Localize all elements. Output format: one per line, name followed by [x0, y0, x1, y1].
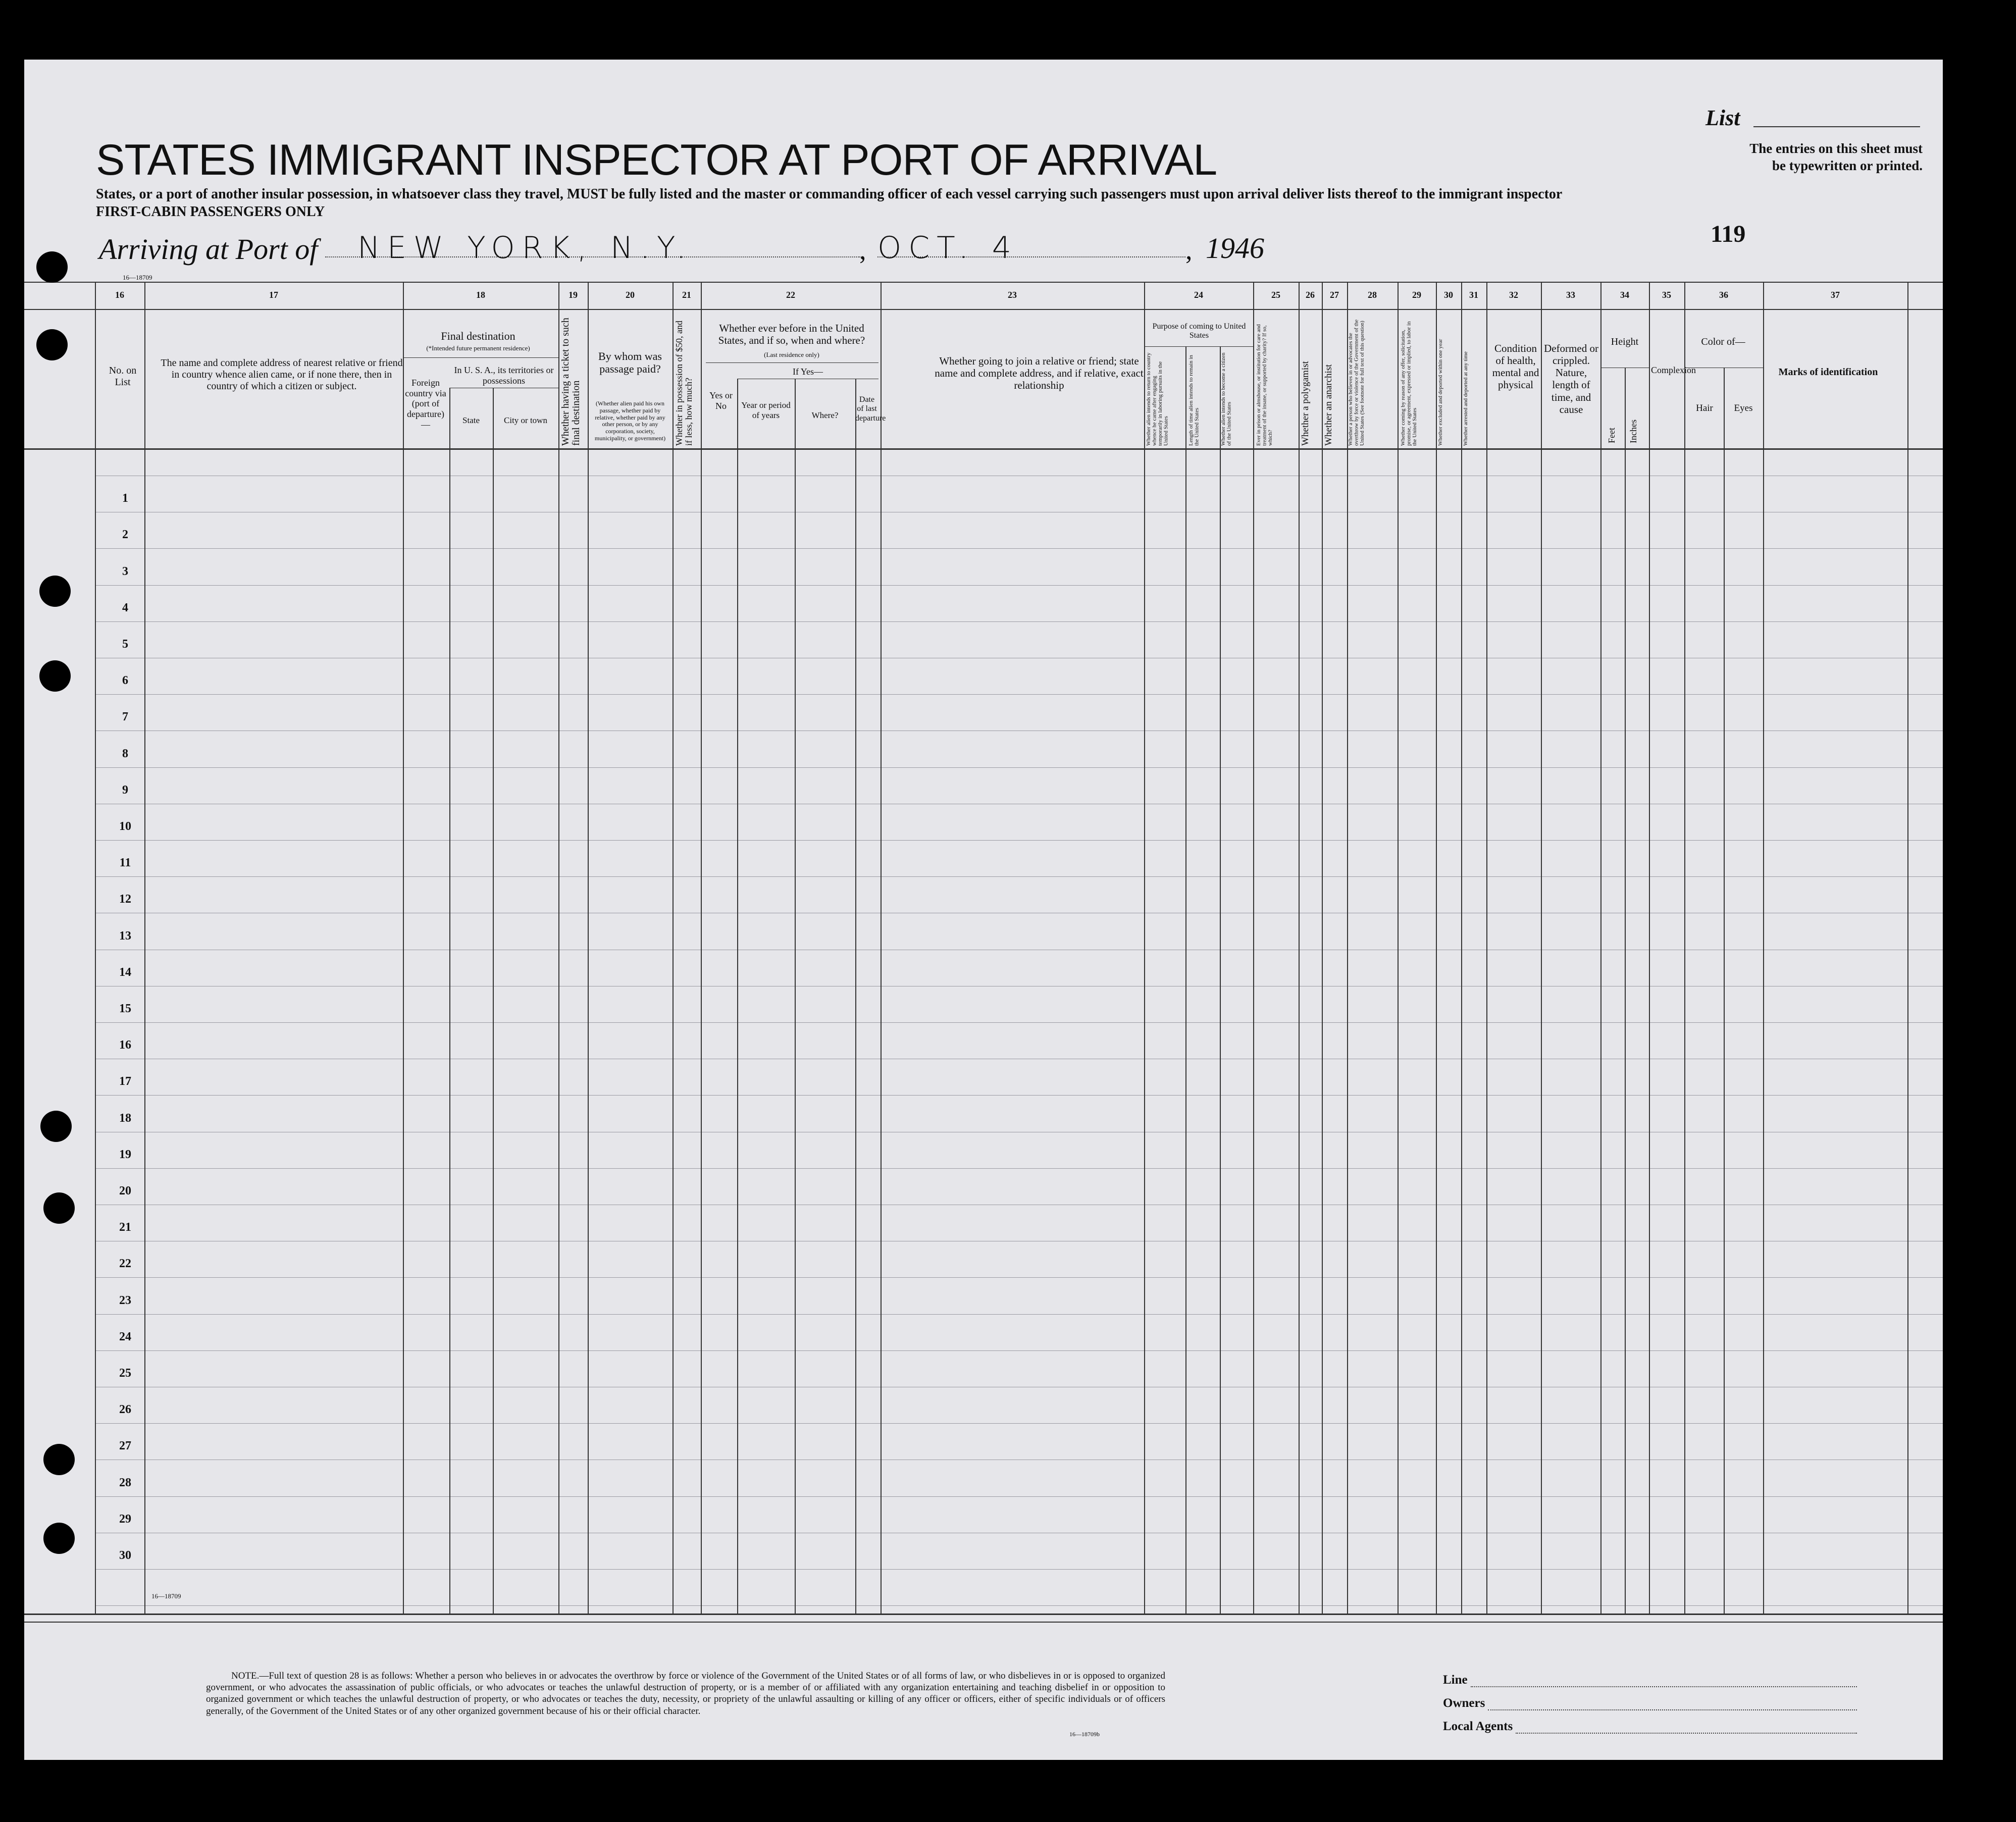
column-number: 33: [1566, 290, 1575, 300]
page-title: STATES IMMIGRANT INSPECTOR AT PORT OF ARRIVAL: [96, 136, 1217, 184]
punch-hole: [43, 1444, 75, 1475]
column-number-rule: [24, 309, 1943, 310]
passenger-class: FIRST-CABIN PASSENGERS ONLY: [96, 204, 325, 220]
header-polygamist: Whether a polygamist: [1300, 361, 1311, 446]
column-line: [737, 379, 738, 1613]
column-line: [1541, 282, 1542, 1613]
final-destination-rule: [403, 357, 558, 358]
column-number: 19: [568, 290, 578, 300]
header-feet: Feet: [1607, 428, 1617, 443]
list-label: List: [1705, 106, 1740, 130]
arriving-label: Arriving at Port of: [99, 233, 318, 266]
punch-hole: [40, 1111, 72, 1142]
column-line: [1763, 282, 1764, 1613]
header-marks: Marks of identification: [1778, 367, 1878, 378]
header-prison: Ever in prison or almshouse, or institution for care and treatment of the insane, or supported by charity? If so, which?: [1256, 324, 1274, 446]
column-number: 32: [1509, 290, 1518, 300]
header-purpose-c: Whether alien intends to become a citizen of the United States: [1220, 352, 1232, 446]
column-number: 30: [1444, 290, 1453, 300]
column-line: [1600, 282, 1601, 1613]
year-value: 1946: [1206, 232, 1264, 265]
row-number: 22: [119, 1257, 131, 1270]
row-number: 27: [119, 1439, 131, 1452]
row-number: 26: [119, 1403, 131, 1416]
footnote: NOTE.—Full text of question 28 is as follows: Whether a person who believes in or advocates the overthrow by force or violence of the Government of the United States or of all forms of law, or who disbelieves in or is opposed to organized government, or who advocates the assassination of public officials, or who advocates or teaches the unlawful destruction of property, or is a member of or affiliated with any organization entertaining and teaching disbelief in or opposition to organized government or which teaches the unlawful destruction of property, or who advocates or teaches the duty, necessity, or propriety of the unlawful assaulting or killing of any officer or officers, either of specific individuals or of officers generally, of the Government of the United States or of any other organized government because of his or their official character.: [206, 1671, 1165, 1716]
column-number: 27: [1330, 290, 1339, 300]
comma-2: ,: [1185, 235, 1193, 265]
table-top-rule: [24, 282, 1943, 283]
column-line: [1398, 282, 1399, 1613]
header-state: State: [462, 415, 480, 425]
column-line: [701, 282, 702, 1613]
row-line: [95, 1496, 1943, 1497]
header-color-of: Color of—: [1701, 336, 1745, 347]
column-line: [403, 282, 404, 1613]
column-line: [1322, 282, 1323, 1613]
row-line: [95, 1314, 1943, 1315]
header-date-last-departure: Date of last departure: [855, 395, 886, 423]
punch-hole: [39, 660, 71, 692]
header-q29: Whether coming by reason of any offer, solicitation, promise, or agreement, expressed or implied, to labor in the United States: [1400, 321, 1418, 446]
column-number: 25: [1271, 290, 1280, 300]
header-ticket: Whether having a ticket to such final destination: [560, 318, 582, 446]
column-number: 18: [476, 290, 485, 300]
port-value: NEW YORK, N.Y.: [357, 230, 693, 266]
header-foreign-country: Foreign country via (port of departure)—: [405, 378, 446, 430]
row-number: 15: [119, 1002, 131, 1015]
punch-hole: [36, 329, 68, 360]
row-line: [95, 1022, 1943, 1023]
header-city: City or town: [504, 415, 547, 425]
comma-1: ,: [859, 235, 866, 265]
row-number: 23: [119, 1294, 131, 1307]
column-number: 26: [1306, 290, 1315, 300]
column-number: 29: [1412, 290, 1421, 300]
column-number: 35: [1662, 290, 1671, 300]
form-number-note: 16—18709b: [1069, 1731, 1100, 1738]
form-subtitle: States, or a port of another insular possession, in whatsoever class they travel, MUST be fully listed and the master or commanding officer of each vessel carrying such passengers must upon arrival deliver lists thereof to the immigrant inspector: [96, 186, 1563, 202]
column-number: 28: [1368, 290, 1377, 300]
column-number: 23: [1008, 290, 1017, 300]
header-hair: Hair: [1696, 403, 1713, 413]
row-number: 29: [119, 1513, 131, 1526]
page-number: 119: [1711, 221, 1746, 247]
row-line: [95, 1277, 1943, 1278]
row-number: 6: [122, 674, 128, 687]
column-line: [493, 388, 494, 1613]
punch-hole: [43, 1523, 75, 1554]
header-purpose: Purpose of coming to United States: [1152, 322, 1246, 340]
column-line: [1185, 346, 1186, 1613]
row-line: [95, 1168, 1943, 1169]
column-number: 31: [1469, 290, 1478, 300]
header-in-usa: In U. S. A., its territories or possessions: [454, 365, 554, 386]
row-number: 19: [119, 1148, 131, 1161]
column-line: [1625, 368, 1626, 1613]
row-number: 24: [119, 1330, 131, 1343]
header-final-destination-note: (*Intended future permanent residence): [426, 344, 530, 352]
row-number: 3: [122, 565, 128, 578]
header-ever-before: Whether ever before in the United States, and if so, when and where?: [718, 322, 865, 347]
row-number: 21: [119, 1221, 131, 1234]
purpose-rule: [1144, 346, 1253, 347]
column-line: [1299, 282, 1300, 1613]
column-number: 20: [626, 290, 635, 300]
column-line: [1486, 282, 1487, 1613]
header-q28: Whether a person who believes in or advocates the overthrow by force or violence of the Government of the United States (See footnote for full text of this question): [1348, 319, 1366, 446]
owners-field: Owners: [1443, 1687, 1857, 1710]
table-bottom-rule: [24, 1613, 1943, 1615]
local-agents-field: Local Agents: [1443, 1710, 1857, 1734]
column-line: [449, 388, 450, 1613]
header-year-period: Year or period of years: [741, 400, 791, 420]
row-number: 17: [119, 1075, 131, 1088]
column-number: 37: [1831, 290, 1840, 300]
row-number: 14: [119, 966, 131, 979]
header-bottom-rule: [24, 448, 1943, 450]
header-deformed: Deformed or crippled. Nature, length of time, and cause: [1544, 342, 1598, 415]
punch-hole: [39, 576, 71, 607]
list-number-line: [1753, 126, 1920, 127]
column-number: 21: [682, 290, 691, 300]
row-number: 16: [119, 1038, 131, 1052]
punch-hole: [43, 1192, 75, 1224]
row-line: [95, 548, 1943, 549]
header-eyes: Eyes: [1734, 403, 1753, 413]
row-line: [95, 585, 1943, 586]
column-number: 24: [1194, 290, 1203, 300]
header-purpose-a: Whether alien intends to return to country whence he came after engaging temporarily in laboring pursuits in the United States: [1146, 352, 1169, 446]
row-number: 30: [119, 1549, 131, 1562]
column-line: [1220, 346, 1221, 1613]
header-relative: The name and complete address of nearest relative or friend in country whence alien came, or if none there, then in country of which a citizen or subject.: [161, 357, 403, 392]
row-number: 18: [119, 1112, 131, 1125]
row-line: [95, 1350, 1943, 1351]
column-line: [881, 282, 882, 1613]
ever-before-rule: [706, 362, 878, 363]
column-number: 36: [1719, 290, 1728, 300]
row-line: [95, 876, 1943, 877]
form-number-bottom: 16—18709: [151, 1592, 181, 1600]
row-line: [95, 621, 1943, 622]
row-number: 4: [122, 601, 128, 614]
row-line: [95, 1423, 1943, 1424]
manifest-sheet: [24, 60, 1943, 1760]
row-line: [95, 767, 1943, 768]
row-number: 25: [119, 1367, 131, 1380]
column-line: [1649, 282, 1650, 1613]
column-line: [855, 379, 856, 1613]
header-if-yes: If Yes—: [792, 367, 823, 377]
header-where: Where?: [811, 410, 839, 420]
row-number: 8: [122, 747, 128, 760]
column-line: [588, 282, 589, 1613]
header-passage-note: (Whether alien paid his own passage, whether paid by relative, whether paid by any other person, or by any corporation, society, municipality, or government): [594, 400, 666, 442]
column-line: [1724, 368, 1725, 1613]
column-line: [1144, 282, 1145, 1613]
column-line: [558, 282, 559, 1613]
header-q31: Whether arrested and deported at any time: [1463, 351, 1469, 446]
row-number: 9: [122, 784, 128, 797]
row-number: 20: [119, 1184, 131, 1198]
column-line: [1907, 282, 1908, 1613]
row-line: [95, 840, 1943, 841]
punch-hole: [36, 251, 68, 283]
column-line: [1461, 282, 1462, 1613]
row-number: 28: [119, 1476, 131, 1489]
column-number: 17: [269, 290, 278, 300]
column-line: [673, 282, 674, 1613]
instructions: The entries on this sheet must be typewritten or printed.: [1749, 141, 1923, 173]
header-q30: Whether excluded and deported within one year: [1437, 339, 1443, 446]
row-number: 12: [119, 893, 131, 906]
column-number: 22: [786, 290, 795, 300]
column-number: 34: [1620, 290, 1629, 300]
header-anarchist: Whether an anarchist: [1323, 364, 1334, 446]
row-line: [95, 1569, 1943, 1570]
column-line: [1436, 282, 1437, 1613]
column-number: 16: [115, 290, 124, 300]
header-purpose-b: Length of time alien intends to remain in the United States: [1188, 355, 1200, 446]
form-number-top: 16—18709: [123, 274, 152, 281]
column-line: [95, 282, 96, 1613]
signature-block: [1443, 1664, 1857, 1734]
header-final-destination: Final destination: [441, 330, 515, 342]
row-number: 13: [119, 929, 131, 943]
header-health: Condition of health, mental and physical: [1492, 342, 1539, 391]
column-line: [1347, 282, 1348, 1613]
date-value: OCT. 4: [877, 230, 1018, 266]
row-number: 10: [119, 820, 131, 833]
column-line: [795, 379, 796, 1613]
row-number: 2: [122, 528, 128, 541]
header-no-on-list: No. on List: [109, 365, 137, 388]
row-line: [95, 1095, 1943, 1096]
row-number: 7: [122, 710, 128, 723]
row-number: 5: [122, 638, 128, 651]
table-bottom-rule-2: [24, 1622, 1943, 1623]
header-yes-or-no: Yes or No: [709, 390, 733, 411]
header-inches: Inches: [1628, 420, 1638, 443]
header-passage-paid: By whom was passage paid?: [598, 350, 662, 376]
header-complexion: Complexion: [1651, 365, 1696, 375]
row-line: [95, 1605, 1943, 1606]
line-field: Line: [1443, 1664, 1857, 1687]
header-fifty-dollars: Whether in possession of $50, and if less, how much?: [674, 321, 694, 446]
column-line: [1684, 282, 1685, 1613]
row-number: 11: [119, 856, 131, 869]
row-number: 1: [122, 492, 128, 505]
row-line: [95, 694, 1943, 695]
header-height: Height: [1611, 336, 1639, 347]
header-last-residence: (Last residence only): [764, 351, 819, 358]
column-line: [1253, 282, 1254, 1613]
header-joining-relative: Whether going to join a relative or friend; state name and complete address, and if relative, exact relationship: [935, 355, 1144, 392]
